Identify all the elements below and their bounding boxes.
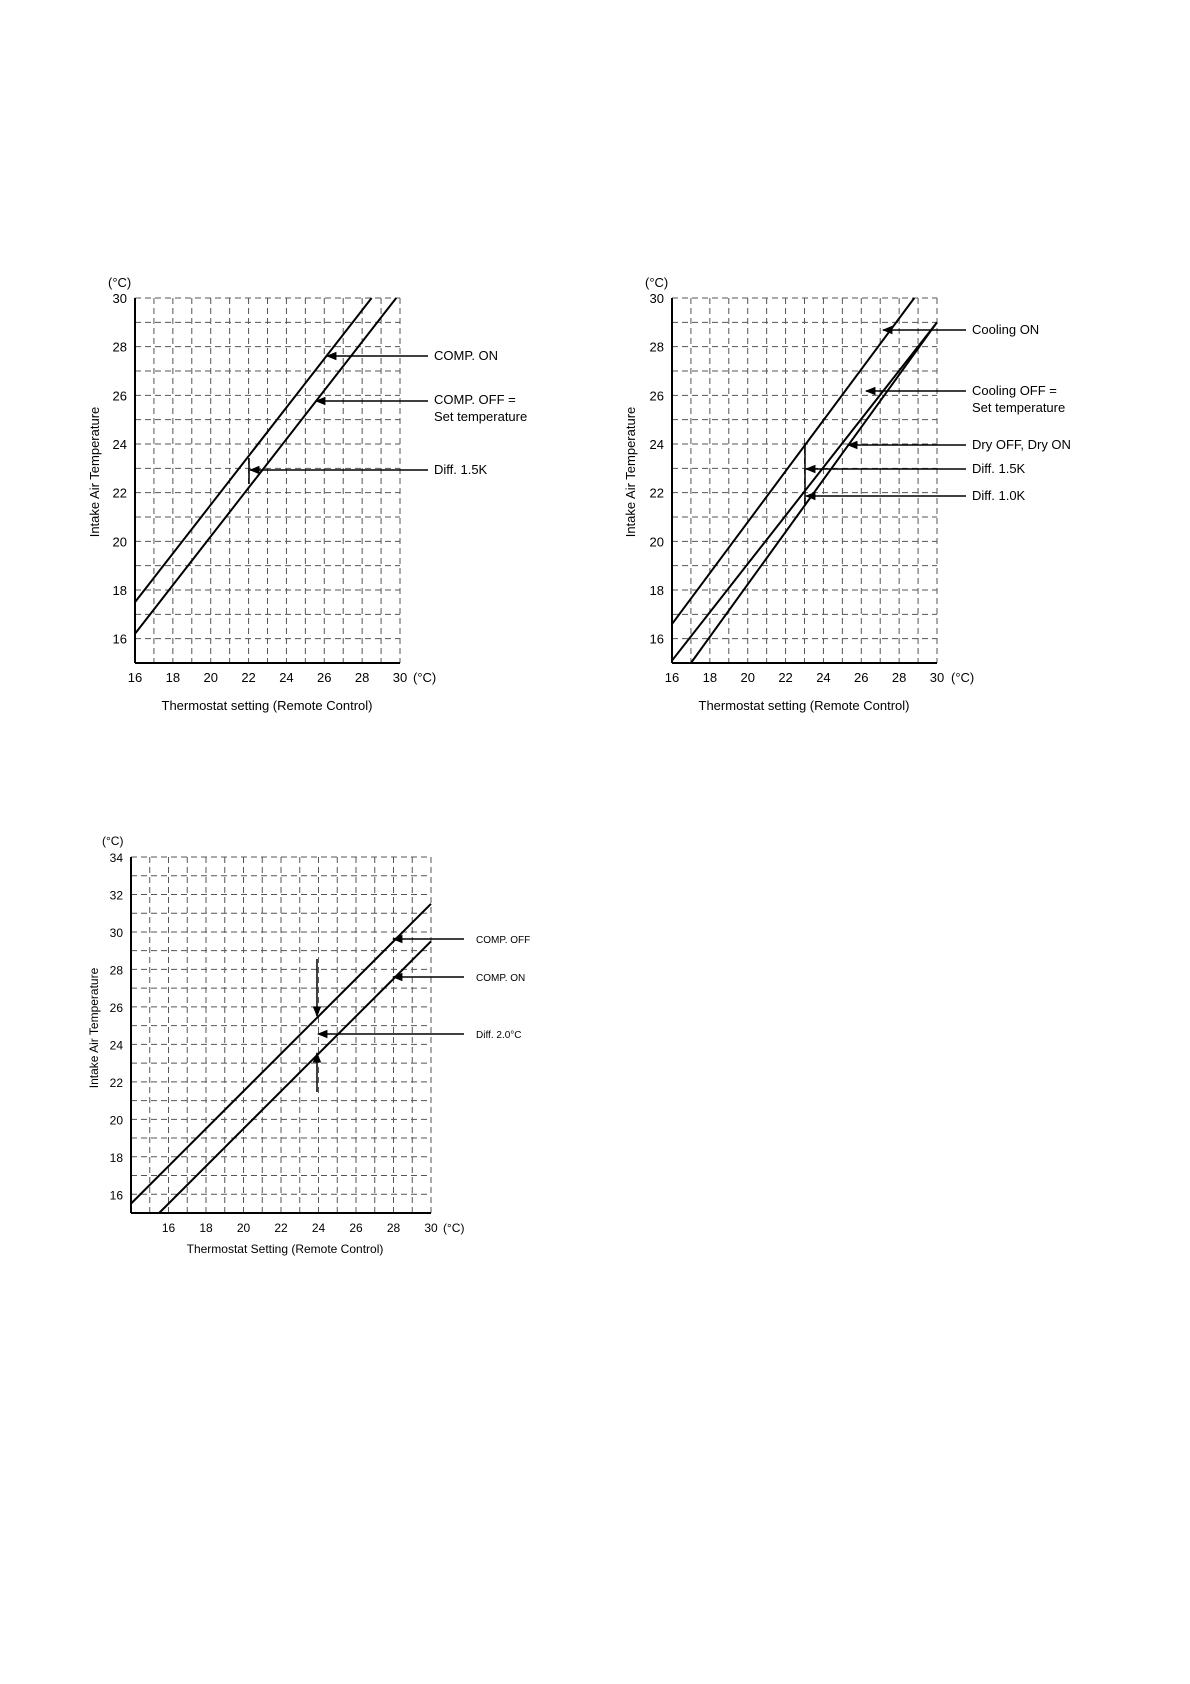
annotation-cooling-off-text2: Set temperature bbox=[972, 400, 1066, 415]
annotation-comp-off-text: COMP. OFF bbox=[476, 935, 531, 946]
x-tick-label: 28 bbox=[386, 1221, 401, 1235]
annotation-comp-off-text2: Set temperature bbox=[434, 409, 528, 424]
grid-lines bbox=[135, 298, 400, 663]
x-tick-label: 16 bbox=[664, 670, 680, 685]
annotation-cooling-off-text: Cooling OFF = bbox=[972, 383, 1057, 398]
y-tick-label: 20 bbox=[112, 534, 127, 550]
annotation-dry-text: Dry OFF, Dry ON bbox=[972, 437, 1071, 452]
y-unit-label: (°C) bbox=[645, 275, 669, 290]
annotation-comp-on bbox=[393, 973, 525, 984]
y-tick-label: 34 bbox=[109, 851, 123, 865]
chart-cooling-dry bbox=[623, 275, 1071, 713]
annotation-comp-off-text: COMP. OFF = bbox=[434, 392, 516, 407]
annotation-dry bbox=[848, 437, 1071, 452]
y-tick-label: 28 bbox=[112, 339, 127, 355]
annotation-cooling-on-text: Cooling ON bbox=[972, 322, 1040, 337]
x-tick-label: 26 bbox=[854, 670, 869, 685]
x-tick-label: 24 bbox=[279, 670, 294, 685]
chart-heating bbox=[87, 834, 530, 1256]
annotation-comp-on-text: COMP. ON bbox=[476, 973, 526, 984]
annotation-comp-on bbox=[327, 348, 498, 363]
y-tick-label: 20 bbox=[109, 1113, 123, 1128]
series-line bbox=[135, 298, 396, 634]
x-tick-label: 28 bbox=[354, 670, 370, 685]
x-unit-label: (°C) bbox=[951, 670, 975, 685]
y-tick-label: 16 bbox=[112, 631, 127, 647]
x-tick-label: 30 bbox=[424, 1221, 438, 1235]
y-tick-label: 16 bbox=[649, 631, 664, 647]
x-tick-label: 20 bbox=[236, 1221, 251, 1235]
y-tick-label: 28 bbox=[649, 339, 664, 355]
y-tick-label: 26 bbox=[649, 388, 664, 404]
x-unit-label: (°C) bbox=[443, 1221, 465, 1235]
y-tick-label: 16 bbox=[109, 1188, 123, 1203]
annotation-diff-10 bbox=[806, 488, 1026, 503]
x-tick-label: 20 bbox=[740, 670, 755, 685]
annotation-cooling-off bbox=[866, 383, 1065, 415]
chart-comp-cooling bbox=[87, 275, 527, 713]
annotation-diff-text: Diff. 2.0°C bbox=[476, 1030, 522, 1041]
annotation-diff bbox=[249, 458, 488, 484]
x-tick-label: 22 bbox=[241, 670, 256, 685]
x-axis-label: Thermostat setting (Remote Control) bbox=[698, 698, 910, 713]
x-tick-label: 18 bbox=[199, 1221, 213, 1235]
y-tick-label: 22 bbox=[649, 485, 664, 501]
annotation-diff-text: Diff. 1.5K bbox=[434, 462, 488, 477]
x-tick-label: 24 bbox=[311, 1221, 326, 1235]
series-line bbox=[135, 298, 372, 602]
x-tick-label: 28 bbox=[891, 670, 907, 685]
x-tick-label: 26 bbox=[349, 1221, 363, 1235]
x-tick-label: 30 bbox=[929, 670, 945, 685]
y-tick-label: 32 bbox=[109, 888, 123, 903]
x-unit-label: (°C) bbox=[413, 670, 437, 685]
y-tick-label: 24 bbox=[649, 437, 664, 452]
y-tick-label: 30 bbox=[112, 291, 127, 306]
x-tick-label: 18 bbox=[702, 670, 718, 685]
x-tick-label: 16 bbox=[161, 1221, 176, 1235]
y-tick-label: 18 bbox=[649, 583, 664, 598]
series-line bbox=[159, 941, 431, 1213]
annotation-diff-15-text: Diff. 1.5K bbox=[972, 461, 1026, 476]
y-tick-label: 18 bbox=[112, 583, 127, 598]
y-tick-label: 30 bbox=[109, 925, 123, 940]
x-axis-label: Thermostat setting (Remote Control) bbox=[161, 698, 373, 713]
y-tick-label: 26 bbox=[109, 1000, 123, 1015]
y-axis-label: Intake Air Temperature bbox=[623, 406, 638, 538]
y-tick-label: 22 bbox=[109, 1075, 123, 1090]
x-tick-label: 26 bbox=[317, 670, 332, 685]
y-unit-label: (°C) bbox=[108, 275, 132, 290]
x-tick-label: 30 bbox=[392, 670, 408, 685]
x-tick-label: 20 bbox=[203, 670, 218, 685]
annotation-comp-off bbox=[393, 935, 530, 946]
y-tick-label: 28 bbox=[109, 963, 123, 978]
y-tick-label: 22 bbox=[112, 485, 127, 501]
x-tick-label: 16 bbox=[127, 670, 143, 685]
x-axis-label: Thermostat Setting (Remote Control) bbox=[186, 1242, 384, 1256]
y-tick-label: 26 bbox=[112, 388, 127, 404]
x-tick-label: 22 bbox=[778, 670, 793, 685]
y-tick-label: 30 bbox=[649, 291, 664, 306]
y-tick-label: 18 bbox=[109, 1150, 123, 1165]
annotation-cooling-on bbox=[883, 322, 1039, 337]
y-axis-label: Intake Air Temperature bbox=[87, 406, 102, 538]
x-tick-label: 24 bbox=[816, 670, 831, 685]
x-tick-label: 22 bbox=[274, 1221, 288, 1235]
x-tick-label: 18 bbox=[165, 670, 181, 685]
y-unit-label: (°C) bbox=[102, 834, 124, 848]
y-tick-label: 24 bbox=[109, 1038, 123, 1053]
y-axis-label: Intake Air Temperature bbox=[87, 967, 101, 1089]
y-tick-label: 20 bbox=[649, 534, 664, 550]
annotation-diff-10-text: Diff. 1.0K bbox=[972, 488, 1026, 503]
y-tick-label: 24 bbox=[112, 437, 127, 452]
annotation-comp-on-text: COMP. ON bbox=[434, 348, 499, 363]
